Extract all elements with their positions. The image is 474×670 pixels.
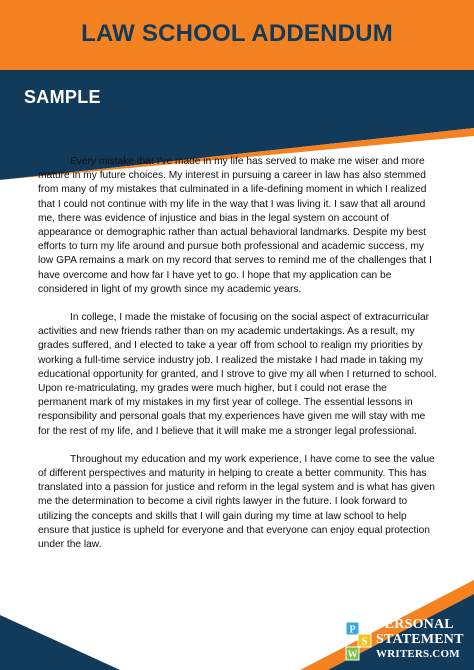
- paragraph: In college, I made the mistake of focusing on the social aspect of extracurricular activities and new friends rather than on my academic undertakings. As a result, my grades suffered, and I elected to take a year off from school to realign my priorities by working a full-time service industry job. I realized the mistake I had made in taking my educational opportunity for granted, and I strove to give my all when I returned to school. Upon re-matriculating, my grades were much higher, but I could not erase the permanent mark of my mistakes in my first year of college. The essential lessons in responsibility and personal goals that my experiences have given me will stay with me for the rest of my life, and I believe that it will make me a stronger legal professional.: [38, 312, 437, 437]
- logo-blocks-icon: [344, 620, 374, 662]
- logo-block-s: S: [361, 636, 368, 648]
- logo-line-1: PERSONAL: [376, 617, 454, 632]
- personal-statement-writers-logo: [344, 614, 472, 668]
- paragraph: Throughout my education and my work experience, I have come to see the value of different perspectives and maturity in helping to create a better community. This has translated into a passion for justice and reform in the legal system and is what has given me the determination to become a civil rights lawyer in the future. I look forward to utilizing the concepts and skills that I will gain during my time at law school to help ensure that justice is upheld for everyone and that everyone can enjoy equal protection under the law.: [38, 453, 435, 551]
- page-title: LAW SCHOOL ADDENDUM: [81, 20, 393, 47]
- logo-line-3: WRITERS.COM: [376, 648, 460, 660]
- sample-label: SAMPLE: [24, 87, 101, 107]
- logo-wordmark: [376, 617, 464, 662]
- logo-block-p: P: [349, 624, 356, 636]
- paragraph: Every mistake that I've made in my life has served to make me wiser and more mature in my future choices. My interest in pursuing a career in law has also stemmed from many of my mistakes that culminated in a life-defining moment in which I realized that I could not continue with my life in the way that I was living it. I saw that all around me, there was evidence of injustice and bias in the legal system on account of appearance or demographic rather than actual behavioral landmarks. Despite my best efforts to turn my life around and pursue both professional and academic success, my low GPA remains a mark on my record that serves to remind me of the challenges that I have overcome and how far I have yet to go. I hope that my application can be considered in light of my growth since my academic years.: [38, 156, 432, 295]
- logo-line-2: STATEMENT: [376, 632, 464, 647]
- logo-block-w: W: [347, 649, 358, 661]
- letter-body: [38, 155, 438, 566]
- header-band: [0, 0, 474, 70]
